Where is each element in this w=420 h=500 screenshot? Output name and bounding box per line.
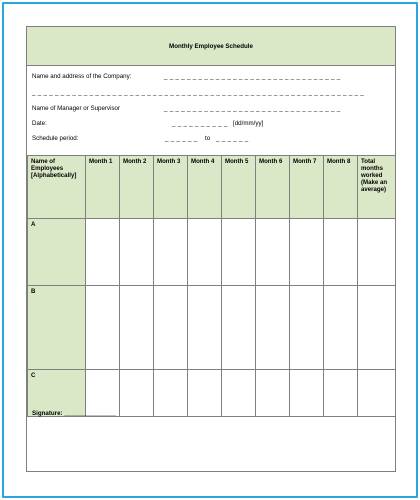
column-header: Month 8 <box>324 156 358 219</box>
table-cell[interactable] <box>290 219 324 286</box>
signature-field[interactable]: Signature: _______________ <box>32 410 116 417</box>
table-cell[interactable] <box>222 219 256 286</box>
manager-label: Name of Manager or Supervisor <box>32 105 121 112</box>
row-label: B <box>28 286 86 370</box>
table-cell[interactable] <box>86 286 120 370</box>
page-title: Monthly Employee Schedule <box>169 42 253 50</box>
column-header: Month 4 <box>188 156 222 219</box>
table-row <box>28 286 396 370</box>
column-header: Month 7 <box>290 156 324 219</box>
table-cell[interactable] <box>120 286 154 370</box>
table-cell[interactable] <box>256 219 290 286</box>
schedule-period-label: Schedule period: <box>32 135 79 142</box>
table-cell[interactable] <box>188 286 222 370</box>
table-cell[interactable] <box>120 219 154 286</box>
table-cell[interactable] <box>222 370 256 417</box>
table-header-row <box>28 156 396 219</box>
table-cell[interactable] <box>222 286 256 370</box>
period-to-label: to <box>205 135 211 142</box>
schedule-table <box>27 155 396 417</box>
table-cell[interactable] <box>290 370 324 417</box>
company-field-line-2[interactable]: _ _ _ _ _ _ _ _ _ _ _ _ _ _ _ _ _ _ _ _ _ _ _ _ _ _ _ _ _ _ _ _ _ _ _ _ _ _ _ _ _ _ _ _ _ _ _ _ _ _ _ _ _ _ _ _ _ _ <box>32 89 365 96</box>
column-header: Month 1 <box>86 156 120 219</box>
table-cell[interactable] <box>256 286 290 370</box>
date-label: Date: <box>32 120 47 127</box>
period-end-field[interactable]: _ _ _ _ _ _ <box>216 135 249 142</box>
row-label: C <box>28 370 86 417</box>
column-header: Month 6 <box>256 156 290 219</box>
period-start-field[interactable]: _ _ _ _ _ _ <box>165 135 198 142</box>
table-cell[interactable] <box>324 219 358 286</box>
company-field[interactable]: _ _ _ _ _ _ _ _ _ _ _ _ _ _ _ _ _ _ _ _ _ _ _ _ _ _ _ _ _ _ _ <box>164 73 341 80</box>
table-cell[interactable] <box>188 370 222 417</box>
table-cell[interactable] <box>256 370 290 417</box>
column-header: Total months worked (Make an average) <box>358 156 396 219</box>
column-header: Name of Employees [Alphabetically] <box>28 156 86 219</box>
table-cell[interactable] <box>358 219 396 286</box>
title-band <box>27 27 395 66</box>
table-cell[interactable] <box>154 370 188 417</box>
table-cell[interactable] <box>324 370 358 417</box>
date-field[interactable]: _ _ _ _ _ _ _ _ _ _ <box>172 120 228 127</box>
column-header: Month 2 <box>120 156 154 219</box>
table-cell[interactable] <box>290 286 324 370</box>
table-row <box>28 219 396 286</box>
table-cell[interactable] <box>154 286 188 370</box>
table-cell[interactable] <box>358 370 396 417</box>
column-header: Month 3 <box>154 156 188 219</box>
table-cell[interactable] <box>86 219 120 286</box>
column-header: Month 5 <box>222 156 256 219</box>
table-cell[interactable] <box>324 286 358 370</box>
table-cell[interactable] <box>120 370 154 417</box>
schedule-sheet <box>26 26 396 472</box>
date-format-hint: [dd/mm/yy] <box>233 120 264 127</box>
company-label: Name and address of the Company: <box>32 73 132 80</box>
row-label: A <box>28 219 86 286</box>
table-cell[interactable] <box>358 286 396 370</box>
manager-field[interactable]: _ _ _ _ _ _ _ _ _ _ _ _ _ _ _ _ _ _ _ _ _ _ _ _ _ _ _ _ _ _ _ <box>164 105 341 112</box>
table-cell[interactable] <box>188 219 222 286</box>
table-cell[interactable] <box>154 219 188 286</box>
